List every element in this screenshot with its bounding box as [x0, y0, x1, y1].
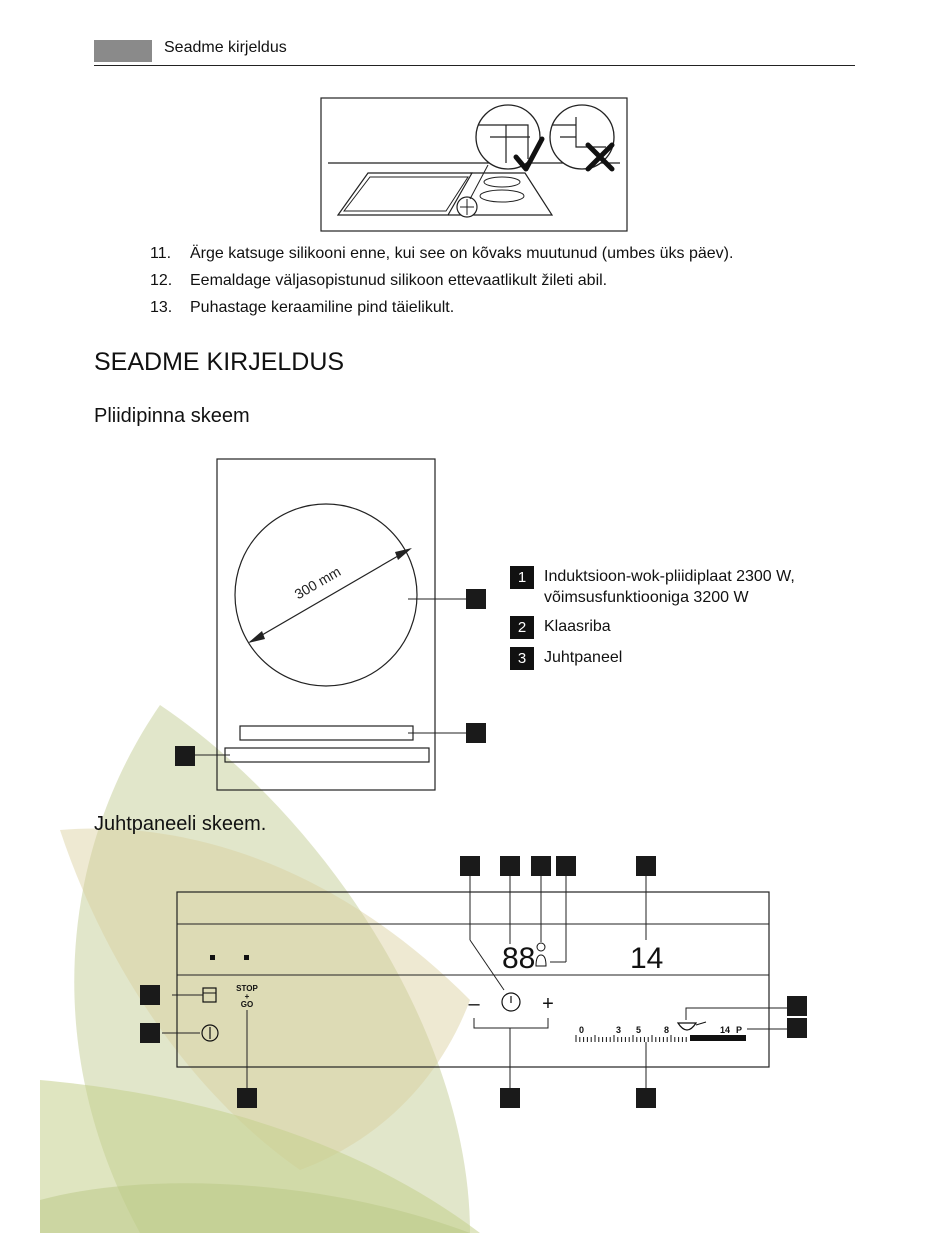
scale-label-0: 0 — [579, 1025, 585, 1035]
legend-text: Juhtpaneel — [544, 649, 623, 666]
header-bar — [94, 40, 152, 62]
scale-label-5: 5 — [636, 1025, 642, 1035]
control-panel-diagram — [130, 850, 820, 1115]
slider-boost-bar — [690, 1035, 746, 1041]
header-title: Seadme kirjeldus — [164, 39, 287, 56]
plus-sign: + — [542, 993, 554, 1015]
silicone-illustration — [320, 97, 628, 233]
legend-text: Klaasriba — [544, 618, 611, 635]
step-text: Puhastage keraamiline pind täielikult. — [190, 299, 455, 316]
callout-3-marker — [175, 746, 195, 766]
step-item — [150, 294, 850, 321]
stop-go-top: STOP — [236, 984, 258, 993]
step-text: Ärge katsuge silikooni enne, kui see on kõvaks muutunud (umbes üks päev). — [190, 245, 734, 262]
legend-text: Induktsioon-wok-pliidiplaat 2300 W, — [544, 568, 795, 585]
bell-icon — [536, 955, 546, 966]
step-text: Eemaldage väljasopistunud silikoon ettevaatlikult žileti abil. — [190, 272, 608, 289]
legend-number: 2 — [510, 616, 534, 639]
legend-text: võimsusfunktiooniga 3200 W — [544, 589, 749, 606]
slider-ticks — [576, 1035, 686, 1042]
legend-item — [510, 566, 795, 608]
step-item — [150, 240, 850, 267]
hob-legend — [510, 566, 795, 678]
lock-icon — [203, 988, 216, 1002]
callout-2-marker — [466, 723, 486, 743]
pot-icon — [678, 1023, 696, 1030]
left-display: 88 — [502, 942, 536, 975]
header-divider — [94, 65, 855, 66]
step-number: 12. — [150, 272, 173, 289]
subsection-hob-title: Pliidipinna skeem — [94, 405, 250, 427]
callout-1-marker — [466, 589, 486, 609]
step-number: 13. — [150, 299, 173, 316]
legend-number: 1 — [510, 566, 534, 589]
diameter-label: 300 mm — [291, 563, 344, 603]
legend-number: 3 — [510, 647, 534, 670]
scale-label-14: 14 — [720, 1025, 731, 1035]
stop-go-plus: + — [244, 992, 250, 1001]
right-display: 14 — [630, 942, 664, 975]
hob-diagram — [170, 455, 500, 795]
scale-label-p: P — [736, 1025, 743, 1035]
step-item — [150, 267, 850, 294]
scale-label-3: 3 — [616, 1025, 622, 1035]
timer-icon — [537, 943, 545, 951]
steps-list — [150, 240, 850, 321]
section-title: SEADME KIRJELDUS — [94, 348, 345, 376]
subsection-panel-title: Juhtpaneeli skeem. — [94, 813, 267, 835]
legend-item — [510, 616, 795, 639]
legend-item — [510, 647, 795, 670]
minus-sign: – — [468, 993, 480, 1015]
stop-go-bottom: GO — [240, 1000, 254, 1009]
scale-label-8: 8 — [664, 1025, 670, 1035]
step-number: 11. — [150, 245, 172, 262]
